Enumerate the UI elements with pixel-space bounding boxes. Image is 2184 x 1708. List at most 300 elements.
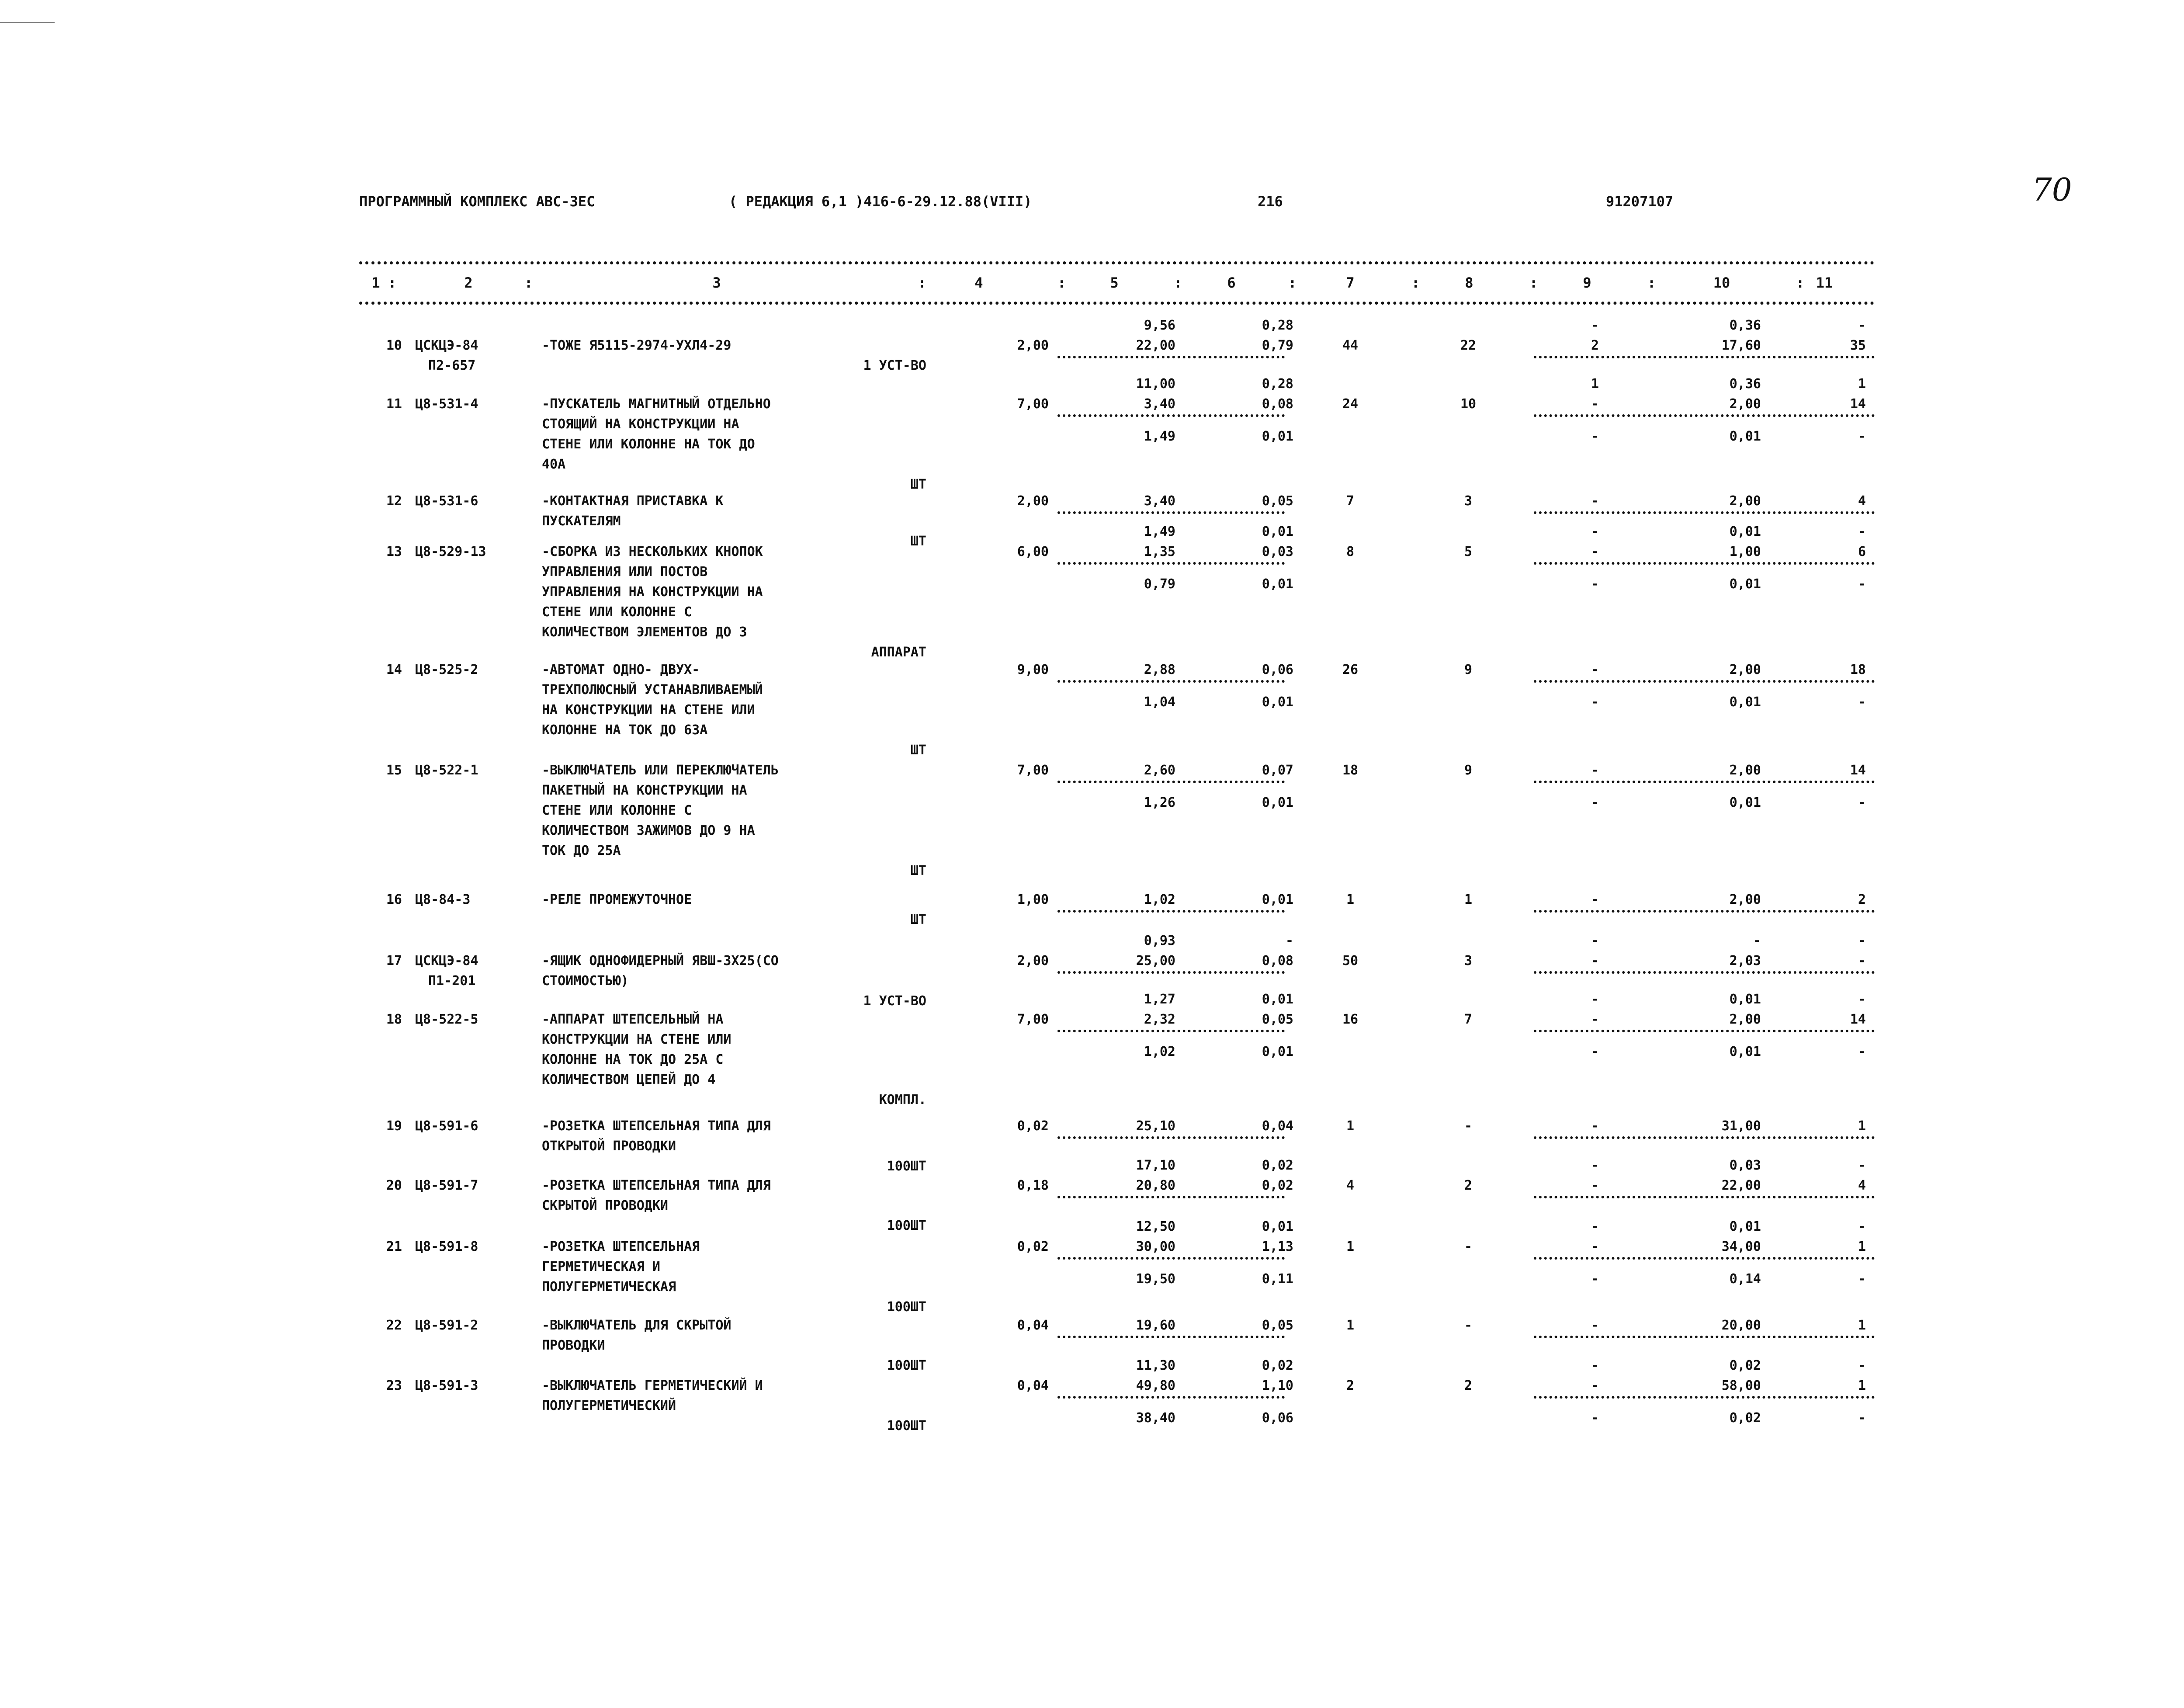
quantity: 2,00 bbox=[1017, 338, 1049, 353]
value-col6-pre: 0,01 bbox=[1262, 524, 1293, 539]
column-separator: : bbox=[1647, 274, 1656, 291]
unit-of-measure: 100ШТ bbox=[887, 1418, 926, 1434]
value-col11: - bbox=[1858, 953, 1866, 969]
value-separator bbox=[1057, 680, 1285, 683]
value-col6: 0,08 bbox=[1262, 396, 1293, 412]
value-col8: 10 bbox=[1460, 396, 1477, 412]
value-col8: - bbox=[1464, 1118, 1473, 1134]
unit-of-measure: 100ШТ bbox=[887, 1358, 926, 1373]
value-col7: 1 bbox=[1346, 1239, 1355, 1254]
value-col6: 1,10 bbox=[1262, 1378, 1293, 1393]
value-col9-pre: - bbox=[1591, 1219, 1599, 1234]
work-description: ПУСКАТЕЛЯМ bbox=[542, 514, 621, 529]
value-col6-pre: 0,01 bbox=[1262, 1219, 1293, 1234]
value-separator bbox=[1534, 781, 1875, 783]
quantity: 9,00 bbox=[1017, 662, 1049, 677]
norm-code: Ц8-522-5 bbox=[415, 1012, 478, 1027]
value-col5: 2,88 bbox=[1144, 662, 1175, 677]
value-col10-pre: 0,03 bbox=[1729, 1158, 1761, 1173]
value-col6-post: 0,01 bbox=[1262, 428, 1293, 444]
value-col9: - bbox=[1591, 953, 1599, 969]
document-code: 91207107 bbox=[1606, 193, 1674, 210]
row-number: 14 bbox=[386, 662, 402, 677]
value-separator bbox=[1534, 1396, 1875, 1399]
work-description: НА КОНСТРУКЦИИ НА СТЕНЕ ИЛИ bbox=[542, 702, 755, 718]
column-header: 4 bbox=[974, 274, 983, 291]
value-col11-post: - bbox=[1858, 1271, 1866, 1287]
value-col7: 1 bbox=[1346, 1318, 1355, 1333]
quantity: 2,00 bbox=[1017, 953, 1049, 969]
value-col11-post: - bbox=[1858, 428, 1866, 444]
unit-of-measure: ШТ bbox=[910, 477, 926, 492]
value-col5: 2,60 bbox=[1144, 763, 1175, 778]
row-number: 15 bbox=[386, 763, 402, 778]
value-col10-post: 0,01 bbox=[1729, 795, 1761, 810]
value-col10-post: 0,02 bbox=[1729, 1410, 1761, 1426]
value-separator bbox=[1534, 1196, 1875, 1198]
value-col10-pre: 0,02 bbox=[1729, 1358, 1761, 1373]
norm-code: ЦСКЦЭ-84 bbox=[415, 338, 478, 353]
value-col8: 7 bbox=[1464, 1012, 1473, 1027]
value-col7: 44 bbox=[1342, 338, 1359, 353]
value-col10-post: 0,01 bbox=[1729, 428, 1761, 444]
value-separator bbox=[1057, 910, 1285, 913]
program-title: ПРОГРАММНЫЙ КОМПЛЕКС АВС-ЗЕС bbox=[359, 193, 595, 210]
column-separator: : bbox=[1057, 274, 1066, 291]
work-description: -ТОЖЕ Я5115-2974-УХЛ4-29 bbox=[542, 338, 731, 353]
value-col5: 3,40 bbox=[1144, 396, 1175, 412]
work-description: УПРАВЛЕНИЯ ИЛИ ПОСТОВ bbox=[542, 564, 708, 580]
value-col10: 1,00 bbox=[1729, 544, 1761, 559]
value-col10: 58,00 bbox=[1721, 1378, 1761, 1393]
value-col5: 2,32 bbox=[1144, 1012, 1175, 1027]
quantity: 0,02 bbox=[1017, 1239, 1049, 1254]
value-col11-pre: - bbox=[1858, 1358, 1866, 1373]
unit-of-measure: ШТ bbox=[910, 912, 926, 927]
value-col6: 0,05 bbox=[1262, 1318, 1293, 1333]
unit-of-measure: 100ШТ bbox=[887, 1218, 926, 1233]
value-col11-pre: - bbox=[1858, 1158, 1866, 1173]
work-description: СТЕНЕ ИЛИ КОЛОННЕ С bbox=[542, 803, 692, 818]
value-col6-post: 0,01 bbox=[1262, 1044, 1293, 1059]
value-separator bbox=[1534, 1336, 1875, 1338]
row-number: 20 bbox=[386, 1178, 402, 1193]
value-col5-post: 1,02 bbox=[1144, 1044, 1175, 1059]
value-col10-pre: 0,01 bbox=[1729, 524, 1761, 539]
work-description: СКРЫТОЙ ПРОВОДКИ bbox=[542, 1198, 668, 1213]
value-col8: 2 bbox=[1464, 1378, 1473, 1393]
value-separator bbox=[1534, 1030, 1875, 1032]
value-col9-pre: 1 bbox=[1591, 376, 1599, 392]
value-col6-post: 0,01 bbox=[1262, 576, 1293, 592]
work-description: ПАКЕТНЫЙ НА КОНСТРУКЦИИ НА bbox=[542, 783, 747, 798]
quantity: 7,00 bbox=[1017, 396, 1049, 412]
value-col10: 34,00 bbox=[1721, 1239, 1761, 1254]
value-separator bbox=[1534, 1136, 1875, 1139]
unit-of-measure: 1 УСТ-ВО bbox=[863, 358, 926, 373]
value-col7: 7 bbox=[1346, 493, 1355, 509]
value-col9: - bbox=[1591, 1318, 1599, 1333]
work-description: СТЕНЕ ИЛИ КОЛОННЕ НА ТОК ДО bbox=[542, 437, 755, 452]
value-col9: - bbox=[1591, 396, 1599, 412]
row-number: 11 bbox=[386, 396, 402, 412]
work-description: -КОНТАКТНАЯ ПРИСТАВКА К bbox=[542, 493, 724, 509]
work-description: -СБОРКА ИЗ НЕСКОЛЬКИХ КНОПОК bbox=[542, 544, 763, 559]
value-col5-post: 0,79 bbox=[1144, 576, 1175, 592]
work-description: СТЕНЕ ИЛИ КОЛОННЕ С bbox=[542, 604, 692, 620]
value-col11: 1 bbox=[1858, 1378, 1866, 1393]
norm-code: Ц8-591-2 bbox=[415, 1318, 478, 1333]
value-col5-pre: 11,30 bbox=[1136, 1358, 1175, 1373]
work-description: -РОЗЕТКА ШТЕПСЕЛЬНАЯ ТИПА ДЛЯ bbox=[542, 1118, 771, 1134]
value-col5-pre: 0,93 bbox=[1144, 933, 1175, 948]
value-col10: 2,03 bbox=[1729, 953, 1761, 969]
value-col9-post: - bbox=[1591, 795, 1599, 810]
value-col6: 0,04 bbox=[1262, 1118, 1293, 1134]
value-col10-post: 0,01 bbox=[1729, 694, 1761, 710]
value-col5-post: 1,26 bbox=[1144, 795, 1175, 810]
column-separator: : bbox=[524, 274, 533, 291]
value-col5-post: 1,04 bbox=[1144, 694, 1175, 710]
value-col5-pre: 1,49 bbox=[1144, 524, 1175, 539]
value-col9-pre: - bbox=[1591, 1358, 1599, 1373]
value-col5: 30,00 bbox=[1136, 1239, 1175, 1254]
value-col11-pre: - bbox=[1858, 1219, 1866, 1234]
value-col11: 1 bbox=[1858, 1118, 1866, 1134]
value-col11-pre: - bbox=[1858, 524, 1866, 539]
value-col5: 25,10 bbox=[1136, 1118, 1175, 1134]
norm-code: Ц8-529-13 bbox=[415, 544, 486, 559]
row-number: 23 bbox=[386, 1378, 402, 1393]
value-col10: 2,00 bbox=[1729, 396, 1761, 412]
work-description: -РЕЛЕ ПРОМЕЖУТОЧНОЕ bbox=[542, 892, 692, 907]
value-separator bbox=[1057, 1136, 1285, 1139]
value-col10: 17,60 bbox=[1721, 338, 1761, 353]
value-col9: - bbox=[1591, 892, 1599, 907]
column-separator: : bbox=[918, 274, 926, 291]
value-col6-pre: 0,02 bbox=[1262, 1358, 1293, 1373]
value-separator bbox=[1534, 910, 1875, 913]
value-col8: 5 bbox=[1464, 544, 1473, 559]
value-col9-post: - bbox=[1591, 694, 1599, 710]
value-col8: 3 bbox=[1464, 493, 1473, 509]
value-col8: 2 bbox=[1464, 1178, 1473, 1193]
unit-of-measure: 100ШТ bbox=[887, 1159, 926, 1174]
work-description: -РОЗЕТКА ШТЕПСЕЛЬНАЯ bbox=[542, 1239, 700, 1254]
column-header: 3 bbox=[712, 274, 721, 291]
column-header: 6 bbox=[1227, 274, 1236, 291]
value-col11-post: - bbox=[1858, 1410, 1866, 1426]
value-col11: 2 bbox=[1858, 892, 1866, 907]
value-col9: - bbox=[1591, 1118, 1599, 1134]
value-col6: 0,05 bbox=[1262, 1012, 1293, 1027]
work-description: КОНСТРУКЦИИ НА СТЕНЕ ИЛИ bbox=[542, 1032, 731, 1047]
value-separator bbox=[1534, 680, 1875, 683]
value-col7: 18 bbox=[1342, 763, 1359, 778]
value-col7: 1 bbox=[1346, 1118, 1355, 1134]
norm-code: Ц8-84-3 bbox=[415, 892, 471, 907]
value-separator bbox=[1057, 781, 1285, 783]
work-description: -ЯЩИК ОДНОФИДЕРНЫЙ ЯВШ-3Х25(СО bbox=[542, 953, 779, 969]
norm-code: Ц8-522-1 bbox=[415, 763, 478, 778]
work-description: СТОИМОСТЬЮ) bbox=[542, 973, 629, 989]
work-description: ТОК ДО 25А bbox=[542, 843, 621, 858]
value-col11-pre: - bbox=[1858, 992, 1866, 1007]
value-col9-pre: - bbox=[1591, 992, 1599, 1007]
value-col6: 0,06 bbox=[1262, 662, 1293, 677]
value-col10-pre: 0,36 bbox=[1729, 376, 1761, 392]
value-separator bbox=[1057, 1030, 1285, 1032]
value-col11: 1 bbox=[1858, 1318, 1866, 1333]
work-description: КОЛИЧЕСТВОМ ЗАЖИМОВ ДО 9 НА bbox=[542, 823, 755, 838]
value-col10-post: 0,14 bbox=[1729, 1271, 1761, 1287]
value-col5: 1,02 bbox=[1144, 892, 1175, 907]
column-separator: : bbox=[1288, 274, 1297, 291]
column-header: 8 bbox=[1465, 274, 1473, 291]
value-col6-pre: 0,28 bbox=[1262, 318, 1293, 333]
value-col8: 22 bbox=[1460, 338, 1477, 353]
value-col6-post: 0,06 bbox=[1262, 1410, 1293, 1426]
column-separator: : bbox=[1174, 274, 1182, 291]
value-col10-pre: 0,01 bbox=[1729, 1219, 1761, 1234]
value-col5-pre: 9,56 bbox=[1144, 318, 1175, 333]
value-col6-post: 0,01 bbox=[1262, 694, 1293, 710]
value-col9-post: - bbox=[1591, 1044, 1599, 1059]
value-col11-pre: 1 bbox=[1858, 376, 1866, 392]
work-description: -ВЫКЛЮЧАТЕЛЬ ИЛИ ПЕРЕКЛЮЧАТЕЛЬ bbox=[542, 763, 779, 778]
value-separator bbox=[1057, 1196, 1285, 1198]
value-col7: 4 bbox=[1346, 1178, 1355, 1193]
value-col5: 20,80 bbox=[1136, 1178, 1175, 1193]
value-col8: 9 bbox=[1464, 662, 1473, 677]
value-col10: 20,00 bbox=[1721, 1318, 1761, 1333]
value-col11-pre: - bbox=[1858, 933, 1866, 948]
work-description: ОТКРЫТОЙ ПРОВОДКИ bbox=[542, 1139, 676, 1154]
value-col10: 2,00 bbox=[1729, 892, 1761, 907]
value-col11: 14 bbox=[1850, 396, 1866, 412]
column-header: 1 bbox=[371, 274, 380, 291]
work-description: СТОЯЩИЙ НА КОНСТРУКЦИИ НА bbox=[542, 417, 739, 432]
value-separator bbox=[1534, 414, 1875, 417]
work-description: -ВЫКЛЮЧАТЕЛЬ ДЛЯ СКРЫТОЙ bbox=[542, 1318, 731, 1333]
work-description: -РОЗЕТКА ШТЕПСЕЛЬНАЯ ТИПА ДЛЯ bbox=[542, 1178, 771, 1193]
work-description: КОЛИЧЕСТВОМ ЦЕПЕЙ ДО 4 bbox=[542, 1072, 716, 1087]
value-separator bbox=[1057, 971, 1285, 974]
value-col9: - bbox=[1591, 544, 1599, 559]
row-number: 13 bbox=[386, 544, 402, 559]
unit-of-measure: АППАРАТ bbox=[871, 645, 926, 660]
work-description: -ВЫКЛЮЧАТЕЛЬ ГЕРМЕТИЧЕСКИЙ И bbox=[542, 1378, 763, 1393]
unit-of-measure: ШТ bbox=[910, 863, 926, 878]
value-separator bbox=[1534, 971, 1875, 974]
norm-code: ЦСКЦЭ-84 bbox=[415, 953, 478, 969]
value-col8: - bbox=[1464, 1239, 1473, 1254]
value-col6-pre: 0,01 bbox=[1262, 992, 1293, 1007]
unit-of-measure: ШТ bbox=[910, 743, 926, 758]
value-separator bbox=[1057, 1396, 1285, 1399]
work-description: ТРЕХПОЛЮСНЫЙ УСТАНАВЛИВАЕМЫЙ bbox=[542, 682, 763, 698]
row-number: 12 bbox=[386, 493, 402, 509]
value-col9-post: - bbox=[1591, 576, 1599, 592]
value-col5: 19,60 bbox=[1136, 1318, 1175, 1333]
quantity: 7,00 bbox=[1017, 1012, 1049, 1027]
value-col9-pre: - bbox=[1591, 1158, 1599, 1173]
quantity: 1,00 bbox=[1017, 892, 1049, 907]
value-col9: - bbox=[1591, 1239, 1599, 1254]
value-col11-post: - bbox=[1858, 1044, 1866, 1059]
value-col7: 24 bbox=[1342, 396, 1359, 412]
value-col10: 22,00 bbox=[1721, 1178, 1761, 1193]
column-header: 10 bbox=[1713, 274, 1730, 291]
value-col10-pre: 0,01 bbox=[1729, 992, 1761, 1007]
row-number: 19 bbox=[386, 1118, 402, 1134]
value-col9-pre: - bbox=[1591, 933, 1599, 948]
value-col8: 3 bbox=[1464, 953, 1473, 969]
sheet-number: 216 bbox=[1258, 193, 1283, 210]
value-col5-pre: 12,50 bbox=[1136, 1219, 1175, 1234]
work-description: ПОЛУГЕРМЕТИЧЕСКАЯ bbox=[542, 1279, 676, 1295]
quantity: 7,00 bbox=[1017, 763, 1049, 778]
value-col5: 49,80 bbox=[1136, 1378, 1175, 1393]
value-separator bbox=[1534, 356, 1875, 358]
value-col10-pre: - bbox=[1753, 933, 1761, 948]
value-col9: - bbox=[1591, 662, 1599, 677]
value-col5: 3,40 bbox=[1144, 493, 1175, 509]
value-col10: 2,00 bbox=[1729, 763, 1761, 778]
value-col6: 0,01 bbox=[1262, 892, 1293, 907]
value-col5: 1,35 bbox=[1144, 544, 1175, 559]
work-description: -АППАРАТ ШТЕПСЕЛЬНЫЙ НА bbox=[542, 1012, 724, 1027]
value-col11-post: - bbox=[1858, 576, 1866, 592]
column-separator: : bbox=[1796, 274, 1805, 291]
value-col8: - bbox=[1464, 1318, 1473, 1333]
norm-code: Ц8-531-6 bbox=[415, 493, 478, 509]
column-header: 7 bbox=[1346, 274, 1355, 291]
value-col5-pre: 17,10 bbox=[1136, 1158, 1175, 1173]
column-header: 9 bbox=[1583, 274, 1591, 291]
value-col6: 0,79 bbox=[1262, 338, 1293, 353]
row-number: 21 bbox=[386, 1239, 402, 1254]
work-description: ПОЛУГЕРМЕТИЧЕСКИЙ bbox=[542, 1398, 676, 1413]
value-col6: 0,05 bbox=[1262, 493, 1293, 509]
edition-info: ( РЕДАКЦИЯ 6,1 )416-6-29.12.88(VIII) bbox=[729, 193, 1032, 210]
value-col5-post: 1,49 bbox=[1144, 428, 1175, 444]
value-col11: 18 bbox=[1850, 662, 1866, 677]
value-col10: 2,00 bbox=[1729, 1012, 1761, 1027]
work-description: КОЛИЧЕСТВОМ ЭЛЕМЕНТОВ ДО 3 bbox=[542, 625, 747, 640]
work-description: -АВТОМАТ ОДНО- ДВУХ- bbox=[542, 662, 700, 677]
value-col11: 14 bbox=[1850, 1012, 1866, 1027]
unit-of-measure: ШТ bbox=[910, 534, 926, 549]
value-col7: 8 bbox=[1346, 544, 1355, 559]
quantity: 2,00 bbox=[1017, 493, 1049, 509]
value-col9: - bbox=[1591, 1378, 1599, 1393]
value-col10: 31,00 bbox=[1721, 1118, 1761, 1134]
row-number: 22 bbox=[386, 1318, 402, 1333]
row-number: 10 bbox=[386, 338, 402, 353]
work-description: ГЕРМЕТИЧЕСКАЯ И bbox=[542, 1259, 660, 1274]
value-col10-post: 0,01 bbox=[1729, 1044, 1761, 1059]
value-col6-post: 0,11 bbox=[1262, 1271, 1293, 1287]
work-description: ПРОВОДКИ bbox=[542, 1338, 605, 1353]
column-separator: : bbox=[1411, 274, 1420, 291]
value-col6-pre: 0,02 bbox=[1262, 1158, 1293, 1173]
work-description: КОЛОННЕ НА ТОК ДО 25А С bbox=[542, 1052, 724, 1067]
value-separator bbox=[1057, 562, 1285, 565]
value-col11: 1 bbox=[1858, 1239, 1866, 1254]
value-col6: 0,03 bbox=[1262, 544, 1293, 559]
value-col5-post: 19,50 bbox=[1136, 1271, 1175, 1287]
norm-code: П1-201 bbox=[428, 973, 476, 989]
value-col10: 2,00 bbox=[1729, 662, 1761, 677]
value-col11-pre: - bbox=[1858, 318, 1866, 333]
value-separator bbox=[1534, 511, 1875, 514]
value-separator bbox=[1057, 414, 1285, 417]
value-col8: 1 bbox=[1464, 892, 1473, 907]
norm-code: Ц8-591-7 bbox=[415, 1178, 478, 1193]
column-header: 5 bbox=[1110, 274, 1119, 291]
work-description: КОЛОННЕ НА ТОК ДО 63А bbox=[542, 722, 708, 738]
value-col7: 16 bbox=[1342, 1012, 1359, 1027]
value-col7: 2 bbox=[1346, 1378, 1355, 1393]
norm-code: Ц8-591-8 bbox=[415, 1239, 478, 1254]
value-col5-post: 38,40 bbox=[1136, 1410, 1175, 1426]
value-col9: - bbox=[1591, 1012, 1599, 1027]
value-col9: - bbox=[1591, 493, 1599, 509]
column-header: 11 bbox=[1816, 274, 1833, 291]
row-number: 17 bbox=[386, 953, 402, 969]
norm-code: Ц8-525-2 bbox=[415, 662, 478, 677]
value-col11: 14 bbox=[1850, 763, 1866, 778]
quantity: 6,00 bbox=[1017, 544, 1049, 559]
value-col9: - bbox=[1591, 1178, 1599, 1193]
value-col11: 35 bbox=[1850, 338, 1866, 353]
value-col10: 2,00 bbox=[1729, 493, 1761, 509]
table-top-rule bbox=[359, 261, 1875, 264]
value-col10-pre: 0,36 bbox=[1729, 318, 1761, 333]
value-col11: 4 bbox=[1858, 1178, 1866, 1193]
value-col6: 0,08 bbox=[1262, 953, 1293, 969]
work-description: УПРАВЛЕНИЯ НА КОНСТРУКЦИИ НА bbox=[542, 584, 763, 600]
value-col6: 0,07 bbox=[1262, 763, 1293, 778]
quantity: 0,02 bbox=[1017, 1118, 1049, 1134]
norm-code: Ц8-591-6 bbox=[415, 1118, 478, 1134]
value-col6-post: 0,01 bbox=[1262, 795, 1293, 810]
value-col7: 50 bbox=[1342, 953, 1359, 969]
table-header-rule bbox=[359, 302, 1875, 305]
value-col9-post: - bbox=[1591, 1271, 1599, 1287]
value-separator bbox=[1057, 1257, 1285, 1260]
value-col9: - bbox=[1591, 763, 1599, 778]
value-col5-pre: 1,27 bbox=[1144, 992, 1175, 1007]
work-description: -ПУСКАТЕЛЬ МАГНИТНЫЙ ОТДЕЛЬНО bbox=[542, 396, 771, 412]
page-number-mark: 70 bbox=[2032, 171, 2072, 208]
value-col6: 1,13 bbox=[1262, 1239, 1293, 1254]
column-header: 2 bbox=[464, 274, 473, 291]
value-col11: 6 bbox=[1858, 544, 1866, 559]
value-col5: 25,00 bbox=[1136, 953, 1175, 969]
norm-code: П2-657 bbox=[428, 358, 476, 373]
unit-of-measure: КОМПЛ. bbox=[879, 1092, 926, 1107]
value-col11-post: - bbox=[1858, 694, 1866, 710]
value-col8: 9 bbox=[1464, 763, 1473, 778]
value-col11-post: - bbox=[1858, 795, 1866, 810]
column-separator: : bbox=[1529, 274, 1538, 291]
quantity: 0,04 bbox=[1017, 1318, 1049, 1333]
value-separator bbox=[1057, 356, 1285, 358]
value-col6-pre: 0,28 bbox=[1262, 376, 1293, 392]
value-col11: 4 bbox=[1858, 493, 1866, 509]
